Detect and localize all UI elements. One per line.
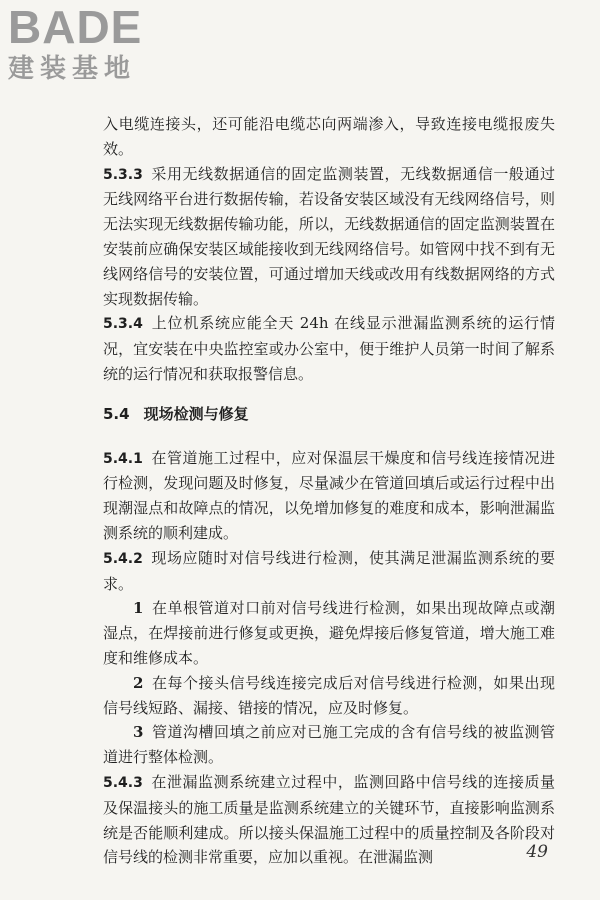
item-number: 2 [133, 673, 144, 692]
clause-5-4-3 [103, 770, 555, 870]
clause-number: 5.4.1 [103, 450, 143, 467]
clause-text: 在管道施工过程中，应对保温层干燥度和信号线连接情况进行检测，发现问题及时修复，尽量减少在管道回填后或运行过程中出现潮湿点和故障点的情况，以免增加修复的难度和成本，影响泄漏监测系统的顺利建成。 [103, 448, 555, 542]
bade-logo [8, 1, 178, 86]
item-number: 3 [133, 723, 144, 742]
item-number: 1 [133, 599, 144, 618]
clause-text: 现场应随时对信号线进行检测，使其满足泄漏监测系统的要求。 [103, 548, 555, 593]
clause-number: 5.3.3 [103, 166, 143, 183]
paragraph-continued: 入电缆连接头，还可能沿电缆芯向两端渗入，导致连接电缆报废失效。 [103, 115, 555, 158]
page-number: 49 [526, 842, 548, 862]
clause-5-3-3 [103, 162, 555, 312]
clause-5-3-4 [103, 311, 555, 386]
logo-subtitle: 建装基地 [8, 54, 137, 84]
item-text: 在单根管道对口前对信号线进行检测，如果出现故障点或潮湿点，在焊接前进行修复或更换，避免焊接后修复管道，增大施工难度和维修成本。 [103, 599, 555, 667]
list-item [103, 596, 555, 670]
document-body [103, 112, 555, 870]
clause-5-4-2 [103, 546, 555, 597]
logo-wordmark: BADE [8, 1, 143, 53]
list-item [103, 671, 555, 721]
clause-number: 5.4.2 [103, 550, 143, 567]
clause-5-4-1 [103, 446, 555, 546]
item-text: 在每个接头信号线连接完成后对信号线进行检测，如果出现信号线短路、漏接、错接的情况，应及时修复。 [103, 673, 555, 717]
section-number: 5.4 [103, 404, 130, 423]
list-item [103, 720, 555, 770]
clause-number: 5.4.3 [103, 774, 143, 791]
item-text: 管道沟槽回填之前应对已施工完成的含有信号线的被监测管道进行整体检测。 [103, 723, 555, 767]
clause-text: 上位机系统应能全天 24h 在线显示泄漏监测系统的运行情况，宜安装在中央监控室或办公室中，便于维护人员第一时间了解系统的运行情况和获取报警信息。 [103, 314, 555, 383]
clause-text: 在泄漏监测系统建立过程中，监测回路中信号线的连接质量及保温接头的施工质量是监测系统建立的关键环节，直接影响监测系统是否能顺利建成。所以接头保温施工过程中的质量控制及各阶段对信号线的检测非常重要，应加以重视。在泄漏监测 [103, 772, 555, 867]
section-title: 现场检测与修复 [143, 404, 249, 423]
section-heading [103, 402, 555, 427]
clause-number: 5.3.4 [103, 316, 143, 333]
clause-text: 采用无线数据通信的固定监测装置，无线数据通信一般通过无线网络平台进行数据传输，若设备安装区域没有无线网络信号，则无法实现无线数据传输功能，所以，无线数据通信的固定监测装置在安装前应确保安装区域能接收到无线网络信号。如管网中找不到有无线网络信号的安装位置，可通过增加天线或改用有线数据网络的方式实现数据传输。 [103, 164, 555, 308]
